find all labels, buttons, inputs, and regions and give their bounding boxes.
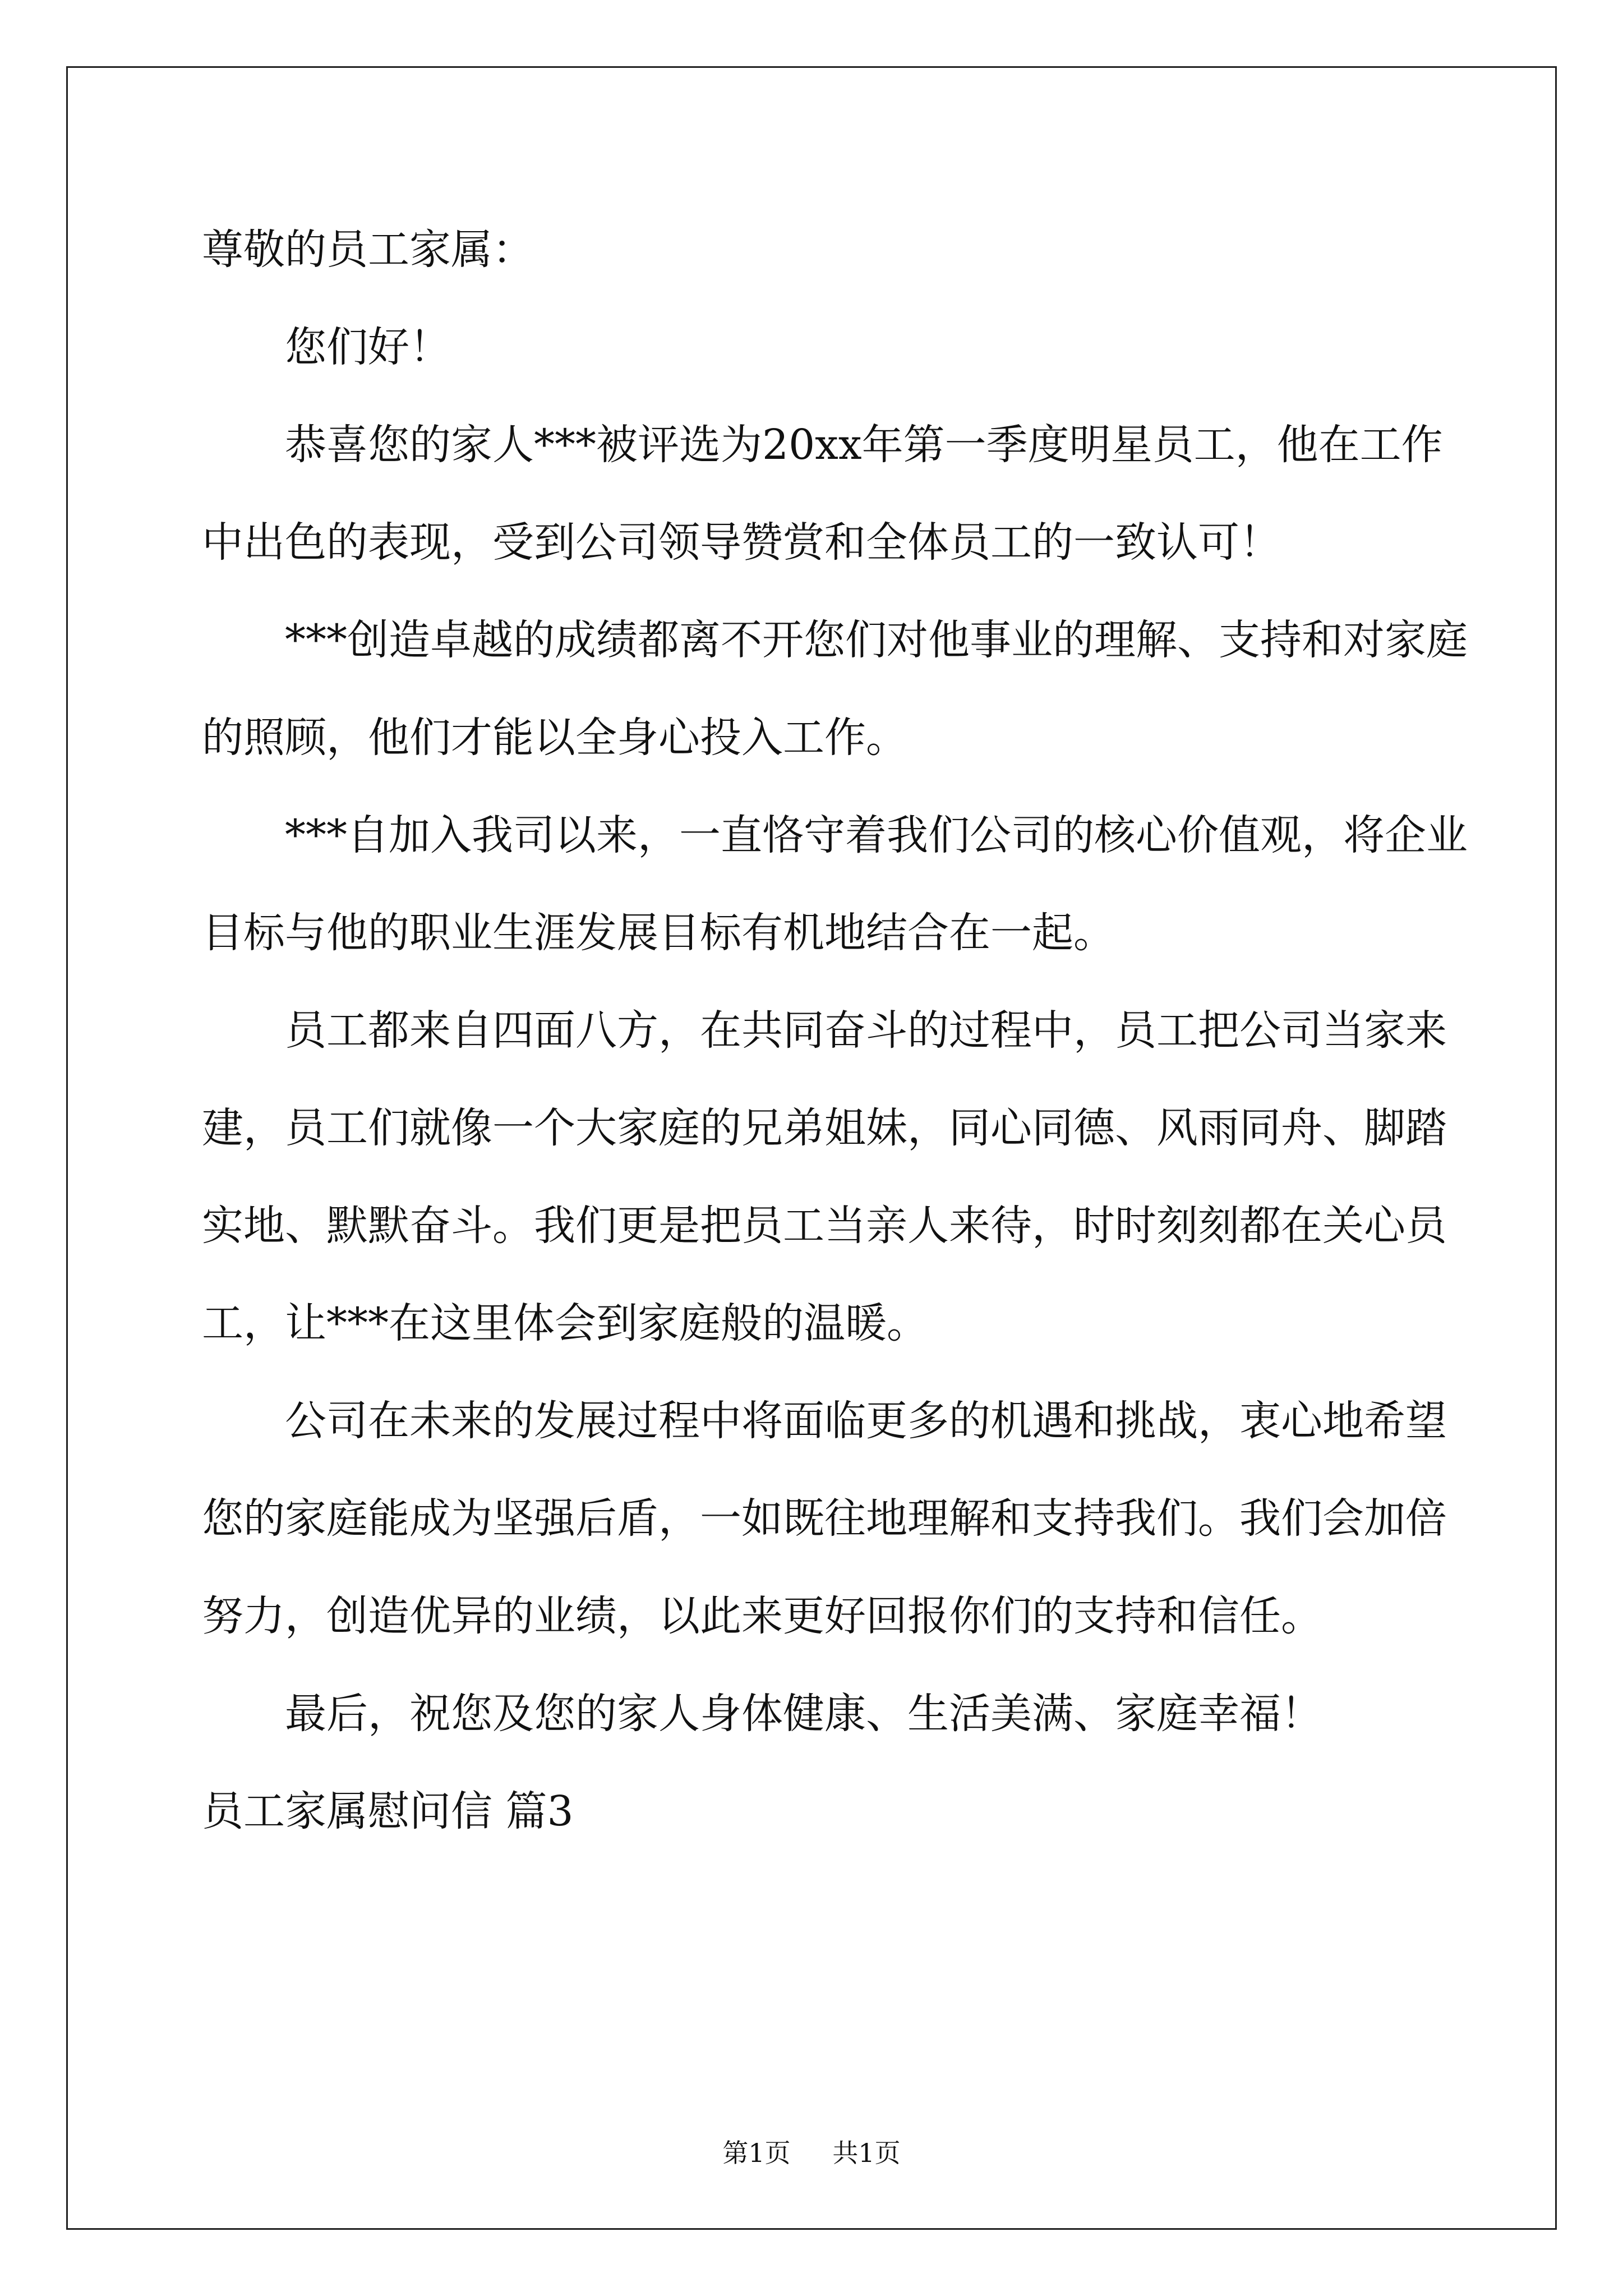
paragraph-line: 建，员工们就像一个大家庭的兄弟姐妹，同心同德、风雨同舟、脚踏 (202, 1104, 1447, 1152)
paragraph-support (202, 615, 1468, 763)
letter-body (202, 224, 1468, 1837)
paragraph-line: 中出色的表现，受到公司领导赞赏和全体员工的一致认可！ (202, 518, 1281, 567)
paragraph-line: 公司在未来的发展过程中将面临更多的机遇和挑战，衷心地希望 (285, 1397, 1447, 1445)
paragraph-line: ***创造卓越的成绩都离不开您们对他事业的理解、支持和对家庭 (285, 616, 1468, 664)
salutation: 尊敬的员工家属： (202, 226, 534, 274)
paragraph-line: 努力，创造优异的业绩，以此来更好回报你们的支持和信任。 (202, 1592, 1322, 1640)
section-heading: 员工家属慰问信 篇3 (202, 1787, 574, 1835)
paragraph-greeting (202, 322, 1430, 372)
paragraph-future (202, 1396, 1447, 1641)
paragraph-line: 最后，祝您及您的家人身体健康、生活美满、家庭幸福！ (285, 1690, 1322, 1738)
paragraph-congratulation (202, 420, 1443, 568)
paragraph-line: 恭喜您的家人***被评选为20xx年第一季度明星员工，他在工作 (285, 421, 1443, 469)
page-footer (0, 2137, 1623, 2169)
paragraph-values (202, 810, 1468, 958)
paragraph-line: 的照顾，他们才能以全身心投入工作。 (202, 714, 907, 762)
paragraph-line: 目标与他的职业生涯发展目标有机地结合在一起。 (202, 909, 1115, 957)
paragraph-closing (202, 1688, 1430, 1739)
paragraph-line: 您们好！ (285, 323, 451, 371)
paragraph-family (202, 1005, 1447, 1349)
page-number-current: 第1页 (722, 2138, 791, 2168)
paragraph-line: ***自加入我司以来，一直恪守着我们公司的核心价值观，将企业 (285, 811, 1468, 859)
page-number-total: 共1页 (832, 2138, 901, 2168)
paragraph-line: 员工都来自四面八方，在共同奋斗的过程中，员工把公司当家来 (285, 1006, 1447, 1055)
paragraph-line: 实地、默默奋斗。我们更是把员工当亲人来待，时时刻刻都在关心员 (202, 1202, 1447, 1250)
paragraph-line: 您的家庭能成为坚强后盾，一如既往地理解和支持我们。我们会加倍 (202, 1494, 1447, 1543)
paragraph-line: 工，让***在这里体会到家庭般的温暖。 (202, 1299, 928, 1347)
